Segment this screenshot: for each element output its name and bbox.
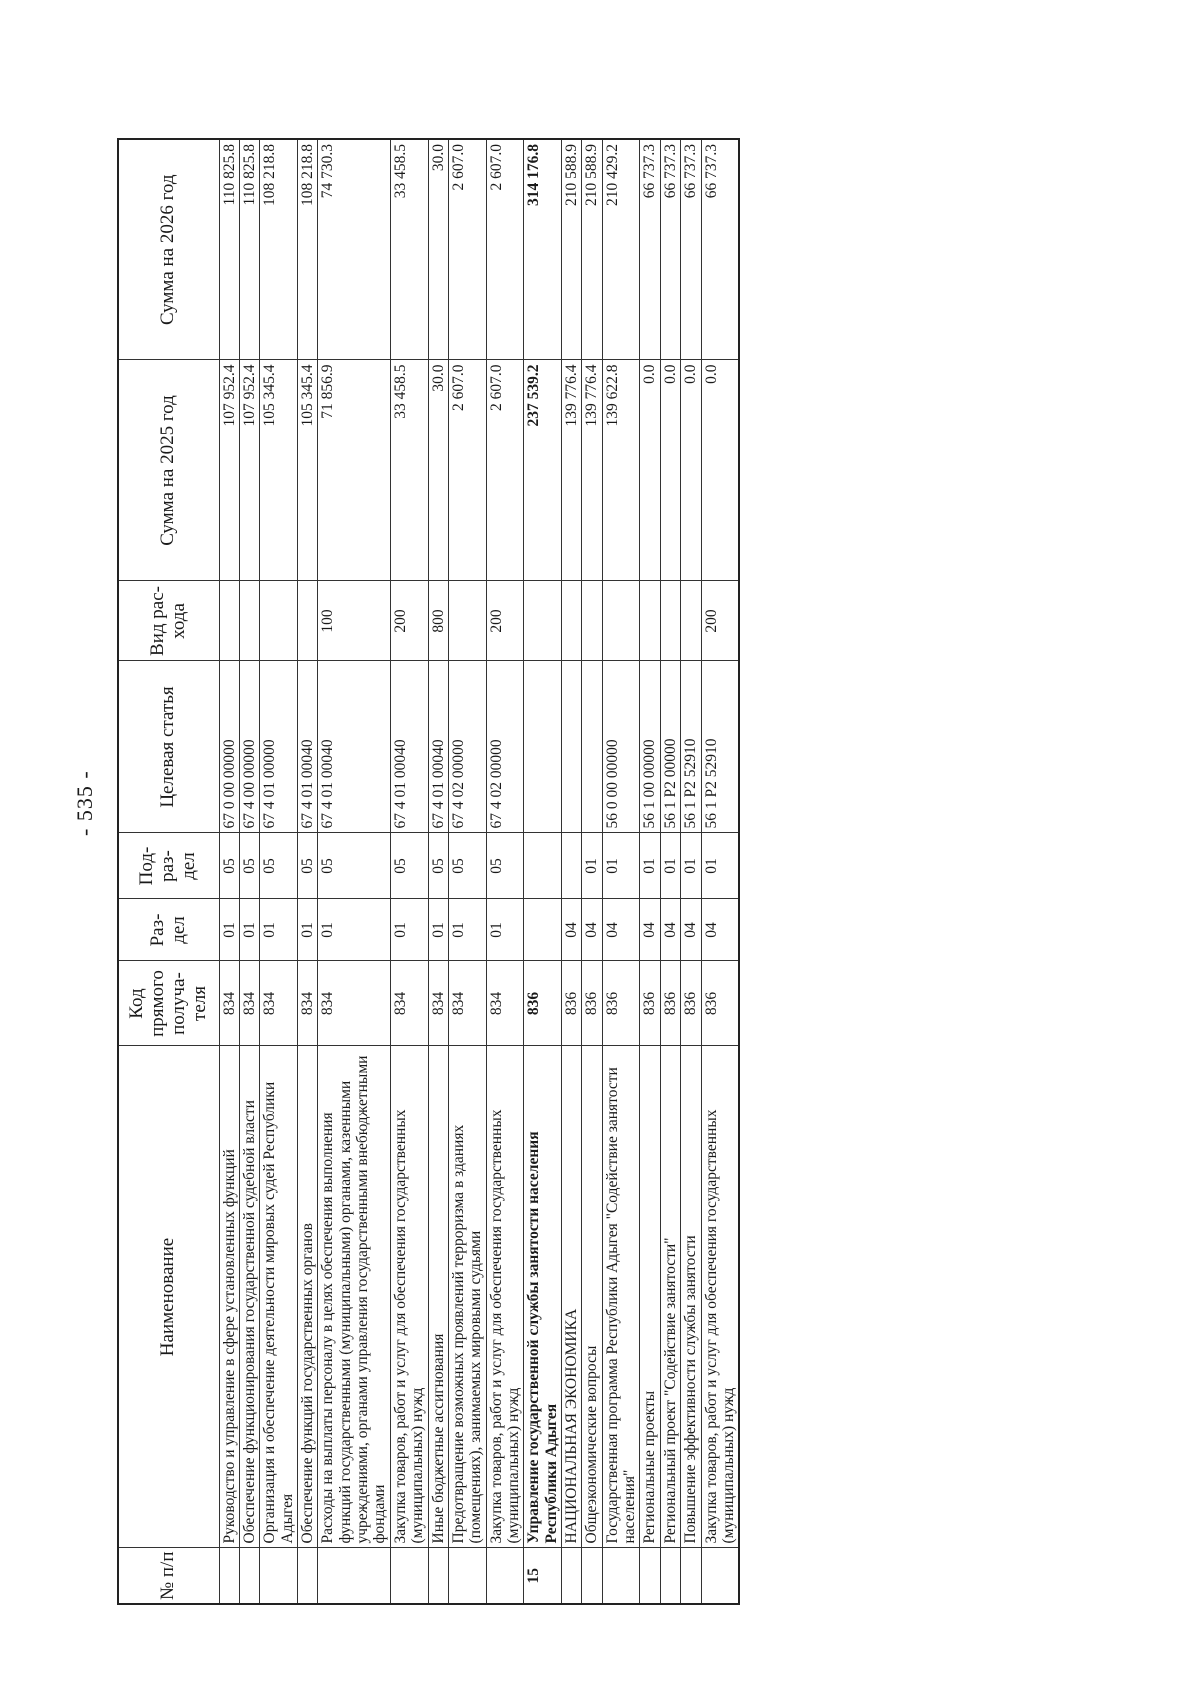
header-exptype: Вид рас-хода xyxy=(118,581,219,661)
table-row xyxy=(681,139,701,1604)
row-recipient: 834 xyxy=(448,961,486,1046)
row-target: 67 4 01 00040 xyxy=(318,661,390,833)
row-exptype xyxy=(260,581,298,661)
row-name: Руководство и управление в сфере установленных функций xyxy=(219,1046,239,1548)
table-row xyxy=(219,139,239,1604)
row-sum2025: 107 952.4 xyxy=(219,360,239,581)
row-target: 56 1 P2 52910 xyxy=(681,661,701,833)
row-target: 67 4 01 00000 xyxy=(260,661,298,833)
row-exptype xyxy=(219,581,239,661)
row-section xyxy=(524,899,562,961)
row-sum2025: 33 458.5 xyxy=(390,360,428,581)
table-row xyxy=(701,139,739,1604)
row-name: Региональные проекты xyxy=(640,1046,660,1548)
table-body xyxy=(219,139,739,1604)
row-section: 01 xyxy=(318,899,390,961)
row-exptype xyxy=(298,581,318,661)
row-recipient: 834 xyxy=(260,961,298,1046)
row-sum2025: 105 345.4 xyxy=(298,360,318,581)
row-sum2025: 2 607.0 xyxy=(448,360,486,581)
row-subsection: 01 xyxy=(681,833,701,899)
header-target: Целевая статья xyxy=(118,661,219,833)
row-target: 67 4 02 00000 xyxy=(486,661,524,833)
row-sum2026: 110 825.8 xyxy=(219,139,239,360)
row-recipient: 834 xyxy=(219,961,239,1046)
row-num xyxy=(298,1548,318,1604)
row-exptype xyxy=(660,581,680,661)
row-target: 56 1 P2 00000 xyxy=(660,661,680,833)
row-sum2025: 139 776.4 xyxy=(562,360,582,581)
table-row xyxy=(239,139,259,1604)
row-exptype: 200 xyxy=(701,581,739,661)
row-recipient: 834 xyxy=(239,961,259,1046)
row-section: 04 xyxy=(640,899,660,961)
row-num xyxy=(562,1548,582,1604)
row-recipient: 836 xyxy=(701,961,739,1046)
row-target: 67 0 00 00000 xyxy=(219,661,239,833)
row-num xyxy=(640,1548,660,1604)
row-name: Закупка товаров, работ и услуг для обеспечения государственных (муниципальных) нужд xyxy=(486,1046,524,1548)
row-sum2026: 110 825.8 xyxy=(239,139,259,360)
row-sum2025: 139 622.8 xyxy=(602,360,640,581)
row-recipient: 834 xyxy=(486,961,524,1046)
row-subsection: 01 xyxy=(582,833,602,899)
row-name: Предотвращение возможных проявлений терроризма в зданиях (помещениях), занимаемых мировыми судьями xyxy=(448,1046,486,1548)
row-num xyxy=(428,1548,448,1604)
row-exptype: 100 xyxy=(318,581,390,661)
row-recipient: 836 xyxy=(602,961,640,1046)
row-subsection: 05 xyxy=(219,833,239,899)
budget-table xyxy=(117,138,740,1605)
row-num xyxy=(260,1548,298,1604)
row-subsection: 05 xyxy=(448,833,486,899)
row-exptype xyxy=(239,581,259,661)
row-recipient: 836 xyxy=(640,961,660,1046)
row-name: Повышение эффективности службы занятости xyxy=(681,1046,701,1548)
row-sum2025: 0.0 xyxy=(701,360,739,581)
row-name: Управление государственной службы занятости населения Республики Адыгея xyxy=(524,1046,562,1548)
table-row xyxy=(260,139,298,1604)
row-target: 56 1 00 00000 xyxy=(640,661,660,833)
row-sum2025: 237 539.2 xyxy=(524,360,562,581)
row-section: 04 xyxy=(701,899,739,961)
table-row xyxy=(428,139,448,1604)
row-sum2026: 210 588.9 xyxy=(582,139,602,360)
row-subsection: 05 xyxy=(486,833,524,899)
row-sum2026: 66 737.3 xyxy=(660,139,680,360)
row-sum2026: 33 458.5 xyxy=(390,139,428,360)
rotated-table-container xyxy=(117,140,1017,1605)
row-subsection: 05 xyxy=(318,833,390,899)
row-target: 67 4 02 00000 xyxy=(448,661,486,833)
row-section: 04 xyxy=(660,899,680,961)
table-row xyxy=(448,139,486,1604)
row-section: 01 xyxy=(260,899,298,961)
row-recipient: 836 xyxy=(660,961,680,1046)
row-target xyxy=(582,661,602,833)
row-sum2026: 66 737.3 xyxy=(640,139,660,360)
header-name: Наименование xyxy=(118,1046,219,1548)
table-row xyxy=(298,139,318,1604)
row-section: 04 xyxy=(681,899,701,961)
row-exptype xyxy=(562,581,582,661)
row-name: Обеспечение функционирования государственной судебной власти xyxy=(239,1046,259,1548)
row-target: 67 4 01 00040 xyxy=(298,661,318,833)
row-target: 56 1 P2 52910 xyxy=(701,661,739,833)
row-sum2026: 108 218.8 xyxy=(298,139,318,360)
row-sum2026: 210 429.2 xyxy=(602,139,640,360)
row-exptype xyxy=(602,581,640,661)
row-sum2026: 314 176.8 xyxy=(524,139,562,360)
table-row xyxy=(318,139,390,1604)
row-exptype xyxy=(582,581,602,661)
row-subsection: 05 xyxy=(390,833,428,899)
row-name: Обеспечение функций государственных органов xyxy=(298,1046,318,1548)
row-subsection: 01 xyxy=(701,833,739,899)
header-sum2025: Сумма на 2025 год xyxy=(118,360,219,581)
row-exptype xyxy=(448,581,486,661)
row-num xyxy=(390,1548,428,1604)
row-sum2026: 210 588.9 xyxy=(562,139,582,360)
row-name: Расходы на выплаты персоналу в целях обеспечения выполнения функций государственными (муниципальными) органами, казенными учреждениями, органами управления государственными внебюджетными фондами xyxy=(318,1046,390,1548)
row-num xyxy=(681,1548,701,1604)
row-recipient: 836 xyxy=(562,961,582,1046)
row-exptype xyxy=(524,581,562,661)
row-section: 04 xyxy=(602,899,640,961)
row-section: 01 xyxy=(219,899,239,961)
row-sum2025: 0.0 xyxy=(681,360,701,581)
row-subsection: 01 xyxy=(602,833,640,899)
table-header xyxy=(118,139,219,1604)
row-name: Закупка товаров, работ и услуг для обеспечения государственных (муниципальных) нужд xyxy=(390,1046,428,1548)
row-sum2025: 0.0 xyxy=(640,360,660,581)
row-sum2026: 108 218.8 xyxy=(260,139,298,360)
table-row xyxy=(486,139,524,1604)
row-target: 56 0 00 00000 xyxy=(602,661,640,833)
row-subsection: 05 xyxy=(428,833,448,899)
row-name: НАЦИОНАЛЬНАЯ ЭКОНОМИКА xyxy=(562,1046,582,1548)
row-exptype xyxy=(640,581,660,661)
table-row xyxy=(602,139,640,1604)
row-section: 01 xyxy=(448,899,486,961)
row-subsection: 05 xyxy=(239,833,259,899)
row-subsection xyxy=(562,833,582,899)
row-subsection: 01 xyxy=(640,833,660,899)
row-name: Общеэкономические вопросы xyxy=(582,1046,602,1548)
row-num: 15 xyxy=(524,1548,562,1604)
header-subsection: Под-раз-дел xyxy=(118,833,219,899)
row-recipient: 834 xyxy=(428,961,448,1046)
header-num: № п/п xyxy=(118,1548,219,1604)
table-row xyxy=(524,139,562,1604)
row-sum2026: 66 737.3 xyxy=(701,139,739,360)
row-name: Государственная программа Республики Адыгея "Содействие занятости населения" xyxy=(602,1046,640,1548)
row-section: 01 xyxy=(486,899,524,961)
row-sum2025: 0.0 xyxy=(660,360,680,581)
row-sum2025: 105 345.4 xyxy=(260,360,298,581)
row-section: 01 xyxy=(428,899,448,961)
table-row xyxy=(660,139,680,1604)
row-section: 01 xyxy=(390,899,428,961)
row-subsection xyxy=(524,833,562,899)
row-sum2026: 66 737.3 xyxy=(681,139,701,360)
page-number: - 535 - xyxy=(72,770,97,836)
row-num xyxy=(239,1548,259,1604)
row-recipient: 834 xyxy=(390,961,428,1046)
row-sum2026: 74 730.3 xyxy=(318,139,390,360)
row-section: 04 xyxy=(562,899,582,961)
row-num xyxy=(660,1548,680,1604)
row-subsection: 05 xyxy=(298,833,318,899)
row-name: Закупка товаров, работ и услуг для обеспечения государственных (муниципальных) нужд xyxy=(701,1046,739,1548)
table-row xyxy=(640,139,660,1604)
row-target: 67 4 00 00000 xyxy=(239,661,259,833)
row-target xyxy=(524,661,562,833)
row-subsection: 05 xyxy=(260,833,298,899)
row-subsection: 01 xyxy=(660,833,680,899)
row-exptype xyxy=(681,581,701,661)
row-num xyxy=(486,1548,524,1604)
row-recipient: 834 xyxy=(318,961,390,1046)
table-row xyxy=(390,139,428,1604)
row-recipient: 836 xyxy=(681,961,701,1046)
row-sum2026: 2 607.0 xyxy=(486,139,524,360)
table-row xyxy=(582,139,602,1604)
row-target: 67 4 01 00040 xyxy=(428,661,448,833)
row-exptype: 200 xyxy=(486,581,524,661)
row-exptype: 800 xyxy=(428,581,448,661)
header-sum2026: Сумма на 2026 год xyxy=(118,139,219,360)
row-sum2025: 30.0 xyxy=(428,360,448,581)
row-section: 04 xyxy=(582,899,602,961)
row-section: 01 xyxy=(298,899,318,961)
row-num xyxy=(701,1548,739,1604)
row-num xyxy=(602,1548,640,1604)
row-sum2026: 2 607.0 xyxy=(448,139,486,360)
row-name: Региональный проект "Содействие занятости" xyxy=(660,1046,680,1548)
row-recipient: 834 xyxy=(298,961,318,1046)
row-recipient: 836 xyxy=(524,961,562,1046)
row-target: 67 4 01 00040 xyxy=(390,661,428,833)
row-name: Иные бюджетные ассигнования xyxy=(428,1046,448,1548)
row-sum2025: 71 856.9 xyxy=(318,360,390,581)
row-exptype: 200 xyxy=(390,581,428,661)
table-row xyxy=(562,139,582,1604)
row-sum2025: 2 607.0 xyxy=(486,360,524,581)
row-name: Организация и обеспечение деятельности мировых судей Республики Адыгея xyxy=(260,1046,298,1548)
row-section: 01 xyxy=(239,899,259,961)
row-recipient: 836 xyxy=(582,961,602,1046)
row-num xyxy=(219,1548,239,1604)
row-sum2026: 30.0 xyxy=(428,139,448,360)
header-recipient: Код прямого получа-теля xyxy=(118,961,219,1046)
row-sum2025: 107 952.4 xyxy=(239,360,259,581)
row-num xyxy=(582,1548,602,1604)
row-num xyxy=(318,1548,390,1604)
row-num xyxy=(448,1548,486,1604)
header-section: Раз-дел xyxy=(118,899,219,961)
row-target xyxy=(562,661,582,833)
row-sum2025: 139 776.4 xyxy=(582,360,602,581)
